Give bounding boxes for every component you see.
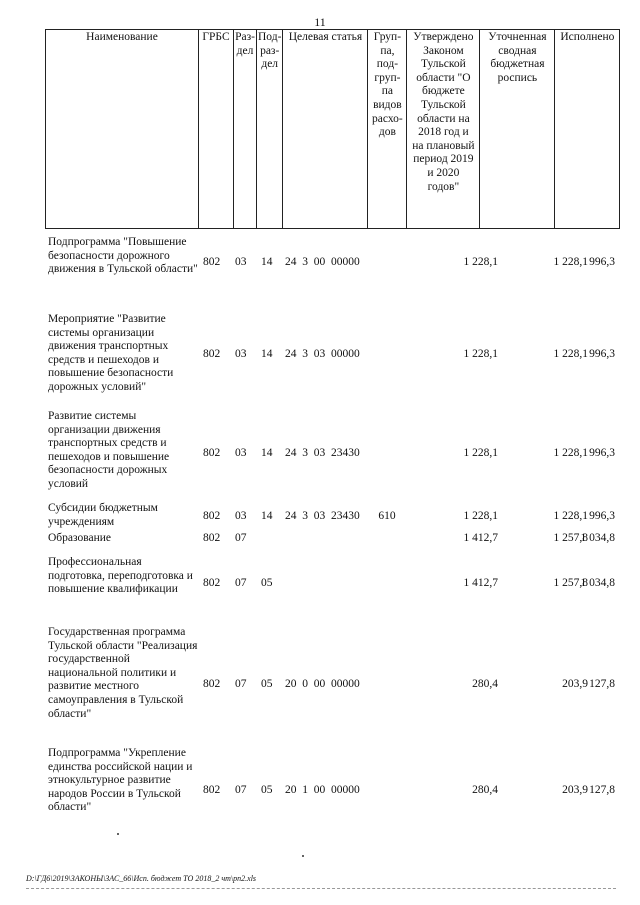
header-tselevaya: Целевая статья [283, 30, 368, 229]
row-grbs: 802 [203, 510, 221, 522]
row-name: Подпрограмма "Укрепление единства российской нации и этнокультурное развитие народов России в Тульской области" [48, 747, 193, 814]
row-utochnennaya: 203,9 [562, 784, 588, 796]
row-podrazdel: 05 [261, 678, 273, 690]
row-podrazdel: 14 [261, 510, 273, 522]
row-ispolneno: 996,3 [589, 510, 615, 522]
row-grbs: 802 [203, 577, 221, 589]
row-tselevaya: 24 3 03 23430 [285, 447, 360, 459]
row-grbs: 802 [203, 256, 221, 268]
row-ispolneno: 127,8 [589, 678, 615, 690]
row-utochnennaya: 1 228,1 [553, 447, 588, 459]
header-utochnennaya: Уточненная сводная бюджетная роспись [480, 30, 555, 229]
row-utochnennaya: 1 257,8 [553, 577, 588, 589]
row-ispolneno: 1 034,8 [580, 532, 615, 544]
row-podrazdel: 14 [261, 447, 273, 459]
row-ispolneno: 1 034,8 [580, 577, 615, 589]
row-ispolneno: 996,3 [589, 256, 615, 268]
row-grbs: 802 [203, 532, 221, 544]
row-utverzhdeno: 1 412,7 [463, 577, 498, 589]
row-grbs: 802 [203, 784, 221, 796]
row-name: Мероприятие "Развитие системы организации движения транспортных средств и пешеходов и повышение безопасности дорожных условий" [48, 313, 174, 393]
scan-speck [117, 833, 119, 835]
row-utverzhdeno: 280,4 [472, 678, 498, 690]
row-ispolneno: 127,8 [589, 784, 615, 796]
row-name: Профессиональная подготовка, переподготовка и повышение квалификации [48, 556, 193, 596]
row-utochnennaya: 1 228,1 [553, 348, 588, 360]
row-razdel: 03 [235, 348, 247, 360]
row-podrazdel: 14 [261, 348, 273, 360]
header-razdel: Раз- дел [234, 30, 257, 229]
table-header [45, 29, 620, 229]
row-grbs: 802 [203, 348, 221, 360]
row-utverzhdeno: 1 228,1 [463, 447, 498, 459]
page-number: 11 [314, 15, 326, 29]
row-utochnennaya: 1 257,8 [553, 532, 588, 544]
row-tselevaya: 24 3 03 23430 [285, 510, 360, 522]
row-razdel: 07 [235, 678, 247, 690]
scan-speck [302, 855, 304, 857]
row-razdel: 03 [235, 447, 247, 459]
row-razdel: 07 [235, 532, 247, 544]
row-razdel: 03 [235, 510, 247, 522]
footer-divider [26, 888, 616, 889]
row-razdel: 07 [235, 577, 247, 589]
row-utochnennaya: 1 228,1 [553, 510, 588, 522]
row-utochnennaya: 203,9 [562, 678, 588, 690]
header-gruppa: Груп- па, под- груп- па видов расхо- дов [368, 30, 407, 229]
row-utverzhdeno: 1 412,7 [463, 532, 498, 544]
header-podrazdel: Под- раз- дел [257, 30, 283, 229]
row-grbs: 802 [203, 678, 221, 690]
row-tselevaya: 24 3 00 00000 [285, 256, 360, 268]
header-grbs: ГРБС [199, 30, 234, 229]
row-utverzhdeno: 1 228,1 [463, 510, 498, 522]
header-name: Наименование [46, 30, 199, 229]
row-podrazdel: 14 [261, 256, 273, 268]
file-path-footer: D:\ГД6\2019\ЗАКОНЫ\ЗАС_66\Исп. бюджет ТО 2018_2 чт\рп2.xls [26, 874, 257, 883]
header-ispolneno: Исполнено [555, 30, 620, 229]
row-utverzhdeno: 1 228,1 [463, 348, 498, 360]
row-name: Развитие системы организации движения транспортных средств и пешеходов и повышение безопасности дорожных условий [48, 410, 170, 490]
row-podrazdel: 05 [261, 784, 273, 796]
row-name: Государственная программа Тульской области "Реализация государственной национальной политики и развитие местного самоуправления в Тульской области" [48, 626, 198, 720]
row-name: Образование [48, 532, 112, 544]
header-utverzhdeno: Утверждено Законом Тульской области "О бюджете Тульской области на 2018 год и на плановый период 2019 и 2020 годов" [407, 30, 480, 229]
row-utverzhdeno: 1 228,1 [463, 256, 498, 268]
row-razdel: 07 [235, 784, 247, 796]
row-tselevaya: 20 1 00 00000 [285, 784, 360, 796]
row-name: Субсидии бюджетным учреждениям [48, 502, 158, 528]
row-grbs: 802 [203, 447, 221, 459]
row-ispolneno: 996,3 [589, 447, 615, 459]
row-razdel: 03 [235, 256, 247, 268]
row-ispolneno: 996,3 [589, 348, 615, 360]
row-tselevaya: 24 3 03 00000 [285, 348, 360, 360]
row-tselevaya: 20 0 00 00000 [285, 678, 360, 690]
row-name: Подпрограмма "Повышение безопасности дорожного движения в Тульской области" [48, 236, 198, 276]
row-podrazdel: 05 [261, 577, 273, 589]
row-gruppa: 610 [378, 510, 396, 522]
row-utverzhdeno: 280,4 [472, 784, 498, 796]
row-utochnennaya: 1 228,1 [553, 256, 588, 268]
